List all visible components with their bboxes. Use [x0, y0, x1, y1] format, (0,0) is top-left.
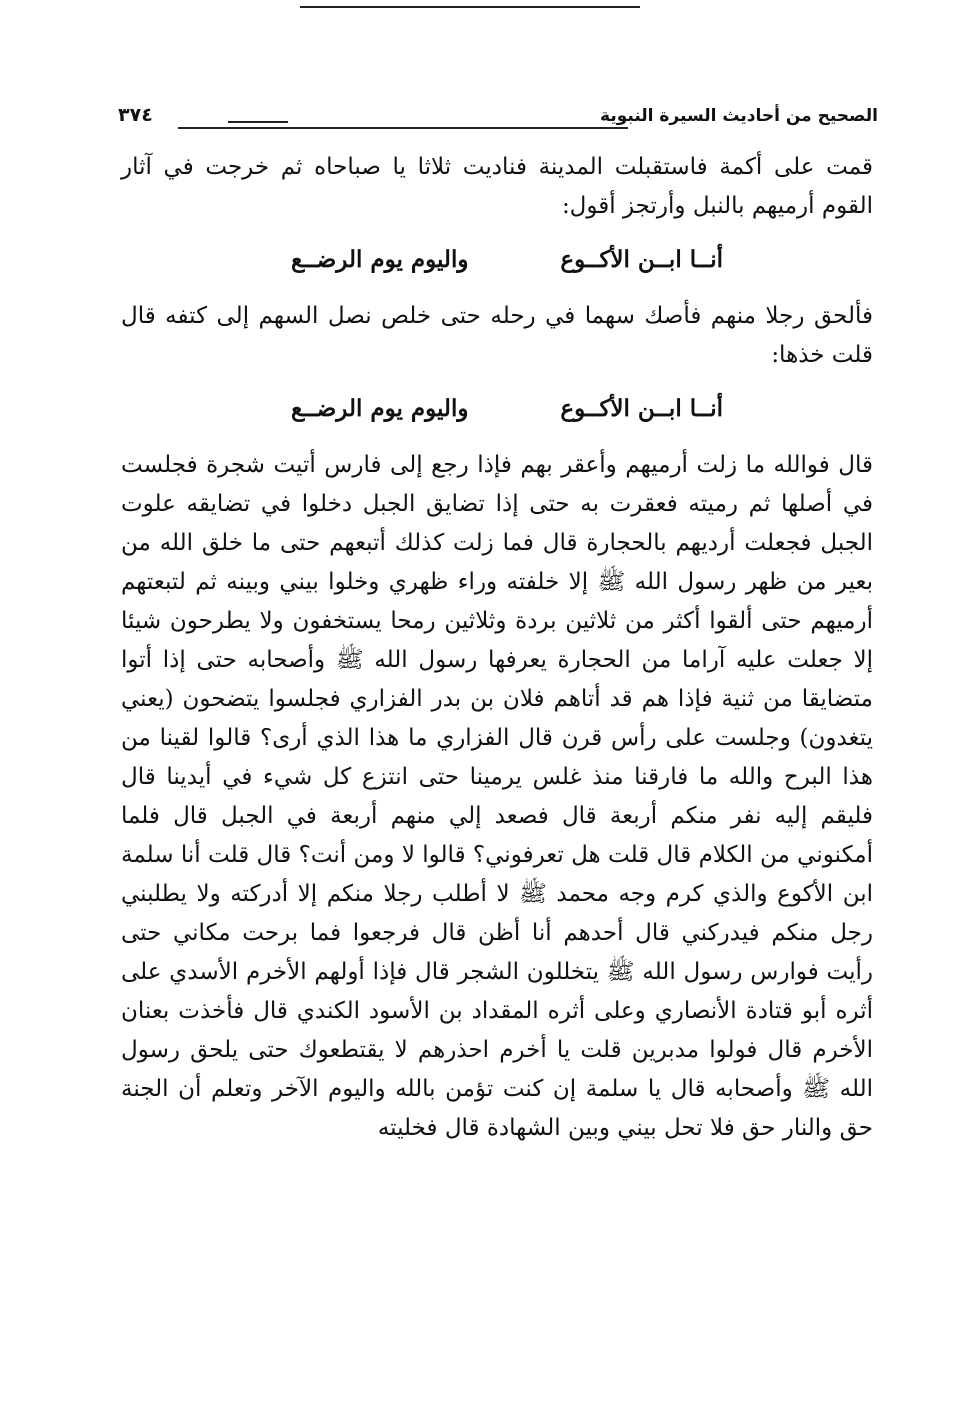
verse-line-2: [291, 389, 723, 428]
page-number: ٣٧٤: [118, 104, 153, 126]
verse-2-second-hemistich: واليوم يوم الرضــع: [291, 395, 469, 422]
verse-1-first-hemistich: أنــا ابــن الأكــوع: [560, 246, 723, 273]
paragraph-1: قمت على أكمة فاستقبلت المدينة فناديت ثلاثا يا صباحاه ثم خرجت في آثار القوم أرميهم بالنبل وأرتجز أقول:: [121, 154, 873, 219]
header-rule-beside-page-number: [228, 121, 288, 123]
top-rule: [300, 6, 640, 8]
main-text: [121, 148, 873, 1148]
verse-2-first-hemistich: أنــا ابــن الأكــوع: [560, 395, 723, 422]
verse-line-1: [291, 240, 723, 279]
paragraph-3: قال فوالله ما زلت أرميهم وأعقر بهم فإذا رجع إلى فارس أتيت شجرة فجلست في أصلها ثم رميته فعقرت به حتى إذا تضايق الجبل دخلوا في تضايقه علوت الجبل فجعلت أرديهم بالحجارة قال فما زلت كذلك أتبعهم حتى ما خلق الله من بعير من ظهر رسول الله ﷺ إلا خلفته وراء ظهري وخلوا بيني وبينه ثم لتبعتهم أرميهم حتى ألقوا أكثر من ثلاثين بردة وثلاثين رمحا يستخفون ولا يطرحون شيئا إلا جعلت عليه آراما من الحجارة يعرفها رسول الله ﷺ وأصحابه حتى إذا أتوا متضايقا من ثنية فإذا هم قد أتاهم فلان بن بدر الفزاري فجلسوا يتضحون (يعني يتغدون) وجلست على رأس قرن قال الفزاري ما هذا الذي أرى؟ قالوا لقينا من هذا البرح والله ما فارقنا منذ غلس يرمينا حتى انتزع كل شيء في أيدينا قال فليقم إليه نفر منكم أربعة قال فصعد إلي منهم أربعة في الجبل قال فلما أمكنوني من الكلام قال قلت هل تعرفوني؟ قالوا لا ومن أنت؟ قال قلت أنا سلمة ابن الأكوع والذي كرم وجه محمد ﷺ لا أطلب رجلا منكم إلا أدركته ولا يطلبني رجل منكم فيدركني قال أحدهم أنا أظن قال فرجعوا فما برحت مكاني حتى رأيت فوارس رسول الله ﷺ يتخللون الشجر قال فإذا أولهم الأخرم الأسدي على أثره أبو قتادة الأنصاري وعلى أثره المقداد بن الأسود الكندي قال فأخذت بعنان الأخرم قال فولوا مدبرين قلت يا أخرم احذرهم لا يقتطعوك حتى يلحق رسول الله ﷺ وأصحابه قال يا سلمة إن كنت تؤمن بالله واليوم الآخر وتعلم أن الجنة حق والنار حق فلا تحل بيني وبين الشهادة قال فخليته: [121, 452, 873, 1141]
paragraph-2: فألحق رجلا منهم فأصك سهما في رحله حتى خلص نصل السهم إلى كتفه قال قلت خذها:: [121, 303, 873, 368]
verse-1-second-hemistich: واليوم يوم الرضــع: [291, 246, 469, 273]
book-title: الصحيح من أحاديث السيرة النبوية: [600, 106, 878, 126]
header-rule-under-title: [178, 127, 628, 129]
running-header: [118, 96, 878, 132]
